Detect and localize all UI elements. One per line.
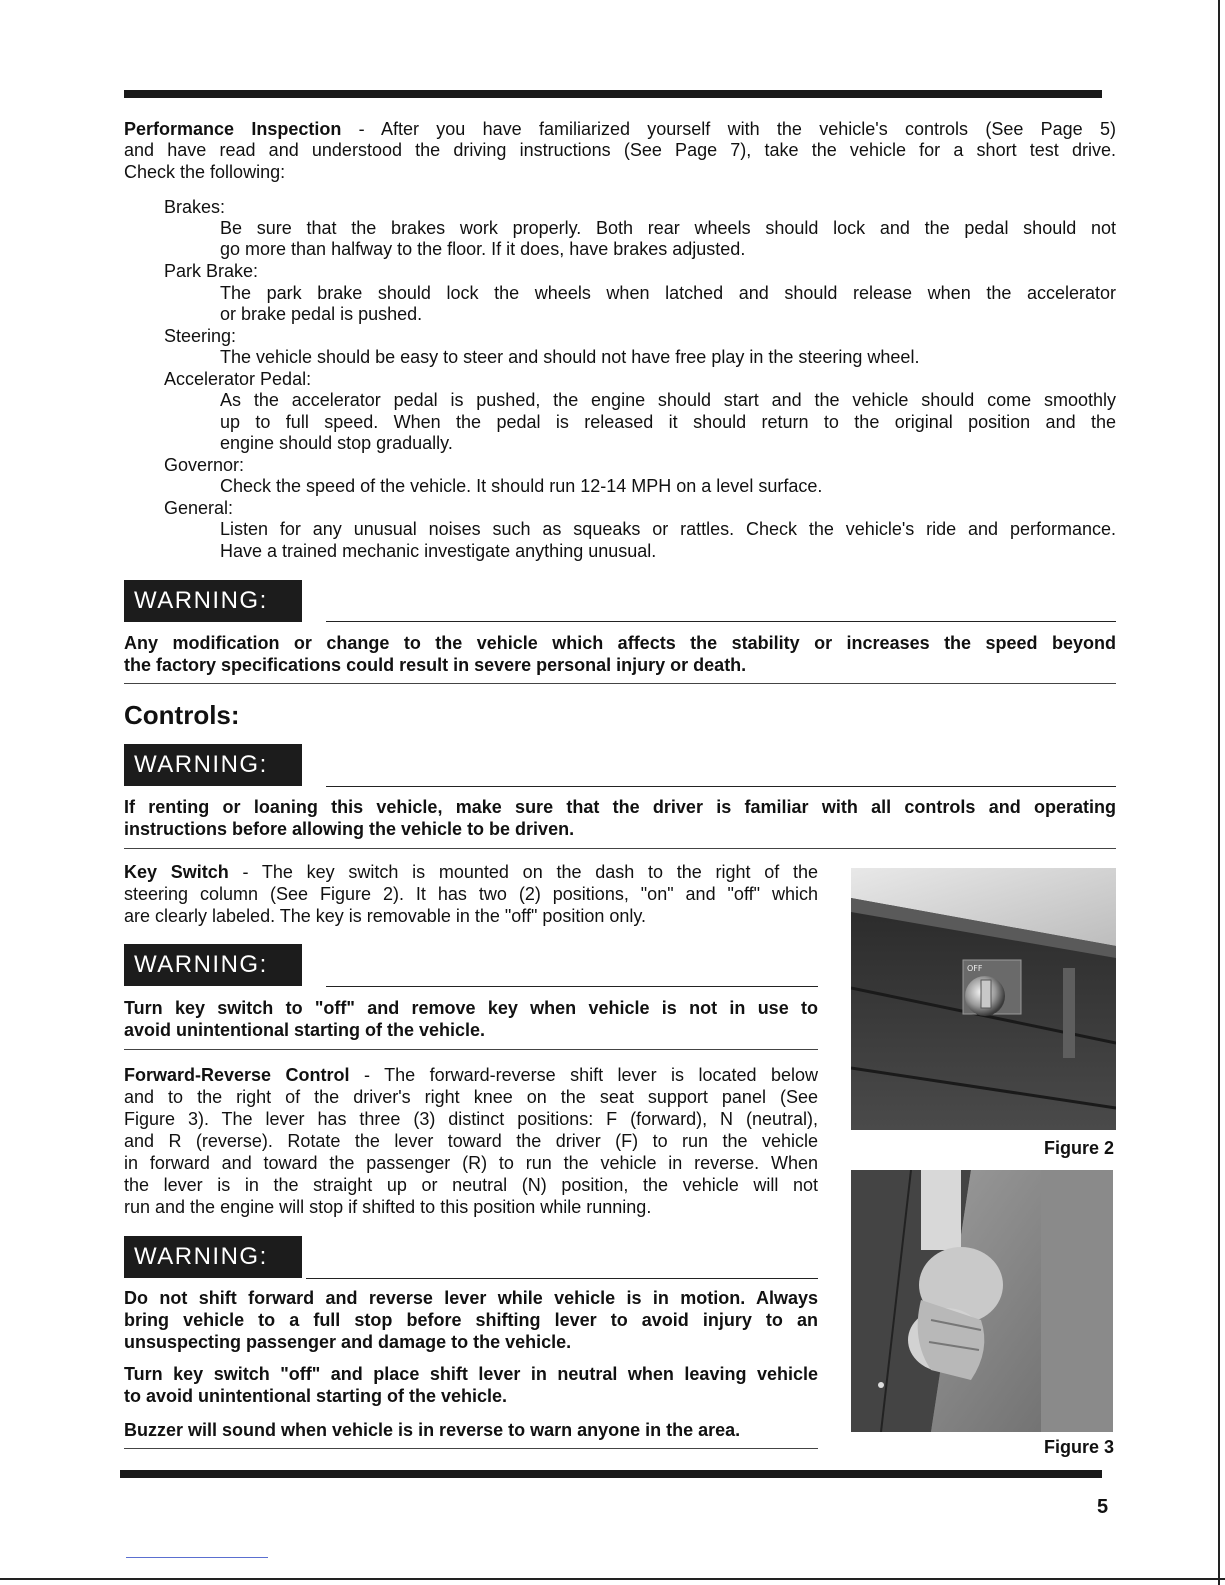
warning-4-line-2: bring vehicle to a full stop before shifting lever to avoid injury to an xyxy=(124,1310,818,1330)
item-title-park-brake: Park Brake: xyxy=(164,261,259,281)
warning-line-3 xyxy=(326,986,818,987)
fr-control-line-2: and to the right of the driver's right knee on the seat support panel (See xyxy=(124,1087,818,1107)
warning-4c-line: Buzzer will sound when vehicle is in reverse to warn anyone in the area. xyxy=(124,1420,741,1440)
fr-control-line-3: Figure 3). The lever has three (3) distinct positions: F (forward), N (neutral), xyxy=(124,1109,818,1129)
warning-badge-3: WARNING: xyxy=(124,944,302,986)
figure-3-caption: Figure 3 xyxy=(1043,1437,1114,1457)
warning-1-line-1: Any modification or change to the vehicle which affects the stability or increases the speed beyond xyxy=(124,633,1116,653)
figure-2-caption: Figure 2 xyxy=(1043,1138,1114,1158)
figure-2-photo xyxy=(851,868,1116,1130)
divider-2 xyxy=(124,848,1116,849)
warning-3-line-1: Turn key switch to "off" and remove key when vehicle is not in use to xyxy=(124,998,818,1018)
item-title-governor: Governor: xyxy=(164,455,245,475)
inspection-intro-line-1: Performance Inspection - After you have familiarized yourself with the vehicle's controls (See Page 5) xyxy=(124,119,1116,139)
item-text-brakes-1: Be sure that the brakes work properly. Both rear wheels should lock and the pedal should not xyxy=(220,218,1116,238)
divider-4 xyxy=(124,1448,818,1449)
item-text-general-1: Listen for any unusual noises such as squeaks or rattles. Check the vehicle's ride and performance. xyxy=(220,519,1116,539)
inspection-intro-line-2: and have read and understood the driving instructions (See Page 7), take the vehicle for a short test drive. xyxy=(124,140,1116,160)
warning-1-line-2: the factory specifications could result in severe personal injury or death. xyxy=(124,655,747,675)
figure-2-off-label: OFF xyxy=(967,964,983,973)
item-text-governor-1: Check the speed of the vehicle. It should run 12-14 MPH on a level surface. xyxy=(220,476,823,496)
item-title-steering: Steering: xyxy=(164,326,237,346)
item-text-steering-1: The vehicle should be easy to steer and should not have free play in the steering wheel. xyxy=(220,347,920,367)
warning-4-line-1: Do not shift forward and reverse lever while vehicle is in motion. Always xyxy=(124,1288,818,1308)
item-text-park-brake-1: The park brake should lock the wheels when latched and should release when the accelerator xyxy=(220,283,1116,303)
warning-4b-line-1: Turn key switch "off" and place shift lever in neutral when leaving vehicle xyxy=(124,1364,818,1384)
item-text-park-brake-2: or brake pedal is pushed. xyxy=(220,304,423,324)
figure-3-photo xyxy=(851,1170,1113,1432)
warning-4-line-3: unsuspecting passenger and damage to the vehicle. xyxy=(124,1332,572,1352)
key-switch-title: Key Switch xyxy=(124,862,229,882)
warning-2-line-2: instructions before allowing the vehicle to be driven. xyxy=(124,819,575,839)
divider-3 xyxy=(124,1049,818,1050)
controls-heading: Controls: xyxy=(124,700,240,730)
warning-badge-2: WARNING: xyxy=(124,744,302,786)
link-underline xyxy=(126,1557,268,1558)
inspection-intro-line-3: Check the following: xyxy=(124,162,286,182)
page-right-edge xyxy=(1218,0,1220,1585)
fr-control-line-4: and R (reverse). Rotate the lever toward the driver (F) to run the vehicle xyxy=(124,1131,818,1151)
warning-line-1 xyxy=(326,621,1116,622)
key-switch-line-1: Key Switch - The key switch is mounted on the dash to the right of the xyxy=(124,862,818,882)
page-number: 5 xyxy=(1097,1496,1109,1518)
bottom-rule xyxy=(120,1470,1102,1478)
divider-1 xyxy=(124,683,1116,684)
fr-control-line-7: run and the engine will stop if shifted to this position while running. xyxy=(124,1197,652,1217)
fr-control-line-5: in forward and toward the passenger (R) to run the vehicle in reverse. When xyxy=(124,1153,818,1173)
item-text-accelerator-3: engine should stop gradually. xyxy=(220,433,453,453)
inspection-heading: Performance Inspection xyxy=(124,119,342,139)
warning-3-line-2: avoid unintentional starting of the vehicle. xyxy=(124,1020,486,1040)
warning-badge-4: WARNING: xyxy=(124,1236,302,1278)
top-rule xyxy=(124,90,1102,98)
item-title-accelerator: Accelerator Pedal: xyxy=(164,369,312,389)
warning-4b-line-2: to avoid unintentional starting of the vehicle. xyxy=(124,1386,508,1406)
fr-control-line-1: Forward-Reverse Control - The forward-reverse shift lever is located below xyxy=(124,1065,819,1085)
warning-badge-1: WARNING: xyxy=(124,580,302,622)
item-text-brakes-2: go more than halfway to the floor. If it does, have brakes adjusted. xyxy=(220,239,746,259)
item-text-accelerator-1: As the accelerator pedal is pushed, the engine should start and the vehicle should come smoothly xyxy=(220,390,1116,410)
fr-control-line-6: the lever is in the straight up or neutral (N) position, the vehicle will not xyxy=(124,1175,818,1195)
warning-line-4 xyxy=(306,1278,818,1279)
item-title-general: General: xyxy=(164,498,234,518)
item-text-accelerator-2: up to full speed. When the pedal is released it should return to the original position and the xyxy=(220,412,1116,432)
key-switch-line-2: steering column (See Figure 2). It has two (2) positions, "on" and "off" which xyxy=(124,884,818,904)
item-title-brakes: Brakes: xyxy=(164,197,226,217)
warning-line-2 xyxy=(326,786,1116,787)
warning-2-line-1: If renting or loaning this vehicle, make sure that the driver is familiar with all controls and operating xyxy=(124,797,1116,817)
item-text-general-2: Have a trained mechanic investigate anything unusual. xyxy=(220,541,657,561)
page-bottom-edge xyxy=(0,1578,1225,1580)
fr-control-title: Forward-Reverse Control xyxy=(124,1065,350,1085)
key-switch-line-3: are clearly labeled. The key is removable in the "off" position only. xyxy=(124,906,647,926)
